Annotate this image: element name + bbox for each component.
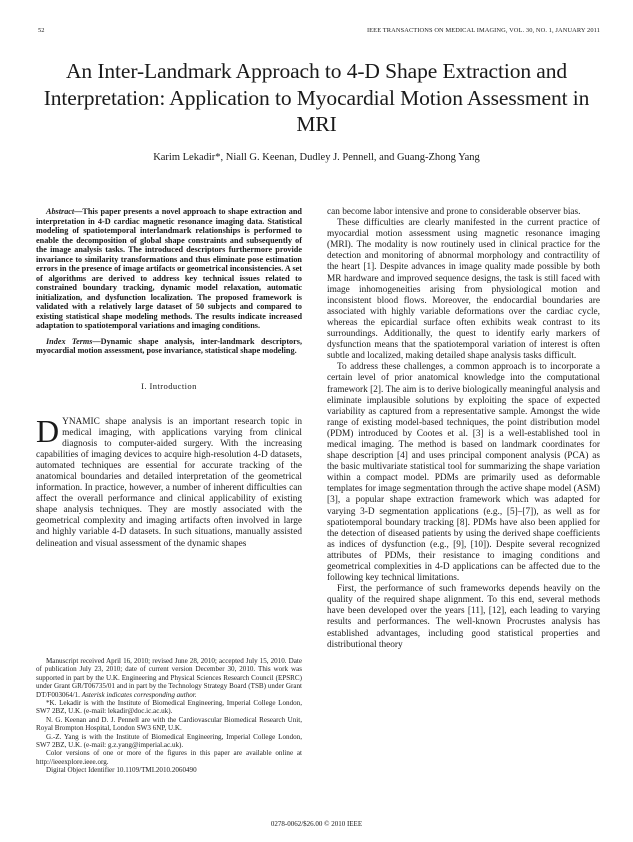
footnote-doi: Digital Object Identifier 10.1109/TMI.2010.2060490: [46, 766, 197, 775]
footnote-keenan: N. G. Keenan and D. J. Pennell are with the Cardiovascular Biomedical Research Unit, Royal Brompton Hospital, London SW3 6NP, U.K.: [36, 715, 302, 733]
page-number: 52: [38, 27, 45, 34]
left-column: [36, 207, 302, 550]
footnote-lekadir: *K. Lekadir is with the Institute of Biomedical Engineering, Imperial College London, SW7 2BZ, U.K. (e-mail: lekadir@doc.ic.ac.uk).: [36, 699, 302, 716]
abstract-label: Abstract—: [46, 207, 83, 216]
abstract-text: This paper presents a novel approach to shape extraction and interpretation in 4-D cardiac magnetic resonance imaging data. Statistical modeling of spatiotemporal interlandmark relationships is performed to enable the decomposition of global shape constraints and subsequently of the image analysis tasks. The introduced descriptors furthermore provide invariance to similarity transformations and thus eliminate pose estimation errors in the presence of image artifacts or geometrical inconsistencies. A set of algorithms are derived to address key technical issues related to constrained boundary tracking, dynamic model relaxation, automatic initialization, and dysfunction localization. The proposed framework is validated with a relatively large dataset of 50 subjects and compared to existing statistical shape modeling methods. The results indicate increased adaptation to spatiotemporal variations and imaging conditions.: [36, 207, 302, 330]
right-paragraph-3: First, the performance of such frameworks depends heavily on the quality of the required shape alignment. To this end, several methods have been developed over the years [11], [12], each leading to varying results and performances. The well-known Procrustes analysis has established advantages, including good statistical properties and distributional theory: [327, 584, 600, 650]
footnote-color: Color versions of one or more of the figures in this paper are available online at http://ieeexplore.ieee.org.: [36, 749, 302, 766]
index-terms-label: Index Terms—: [46, 336, 101, 346]
author-list: Karim Lekadir*, Niall G. Keenan, Dudley J. Pennell, and Guang-Zhong Yang: [153, 152, 480, 163]
footnote-manuscript: [36, 657, 302, 699]
copyright-line: 0278-0062/$26.00 © 2010 IEEE: [270, 820, 363, 828]
footnote-asterisk: Asterisk indicates corresponding author.: [81, 690, 197, 699]
paper-title: An Inter-Landmark Approach to 4-D Shape Extraction and Interpretation: Application to Myocardial Motion Assessment in MRI: [43, 59, 590, 136]
right-column: [327, 207, 600, 651]
footnotes: [36, 657, 302, 775]
right-paragraph-1: These difficulties are clearly manifested in the current practice of myocardial motion assessment using magnetic resonance imaging (MRI). The modality is now routinely used in clinical practice for the detection and monitoring of abnormal morphology and contractility of the heart [1]. Despite advances in image quality made possible by both MR hardware and improved sequence designs, the task is still faced with image inhomogeneities arising from physiological motion and inconsistent blood flows. Moreover, the endocardial boundaries are associated with highly variable deformations over the cardiac cycle, whereas the epicardial surface often exhibits weak contrast to its surroundings. Additionally, the quest to identify early markers of dysfunction means that the spatiotemporal variation of interest is often subtle and localized, making detailed shape analysis tasks difficult.: [327, 218, 600, 362]
right-paragraph-2: To address these challenges, a common approach is to incorporate a certain level of prior anatomical knowledge into the computational framework [2]. The aim is to derive biologically meaningful analysis and eliminate implausible solutions by exploiting the space of expected variability as captured from a representative sample. Amongst the wide range of existing model-based techniques, the point distribution model (PDM) introduced by Cootes et al. [3] is a well-established tool in medical imaging. The method is based on landmark coordinates for shape description [4] and uses principal component analysis (PCA) as the basic multivariate statistical tool for summarizing the shape variation within a compact model. PDMs are primarily used as deformable templates for image segmentation through the active shape model (ASM) [3], a popular shape extraction framework which was adapted for varying 3-D segmentation applications (e.g., [5]–[7]), as well as for spatiotemporal boundary tracking [8]. PDMs have also been applied for the detection of diseased patients by using the derived shape coefficients as indices of dysfunction (e.g., [9], [10]). Despite several recognized attributes of PDMs, their resistance to imaging conditions and geometrical complexities in 4-D applications can be affected due to the following key technical limitations.: [327, 362, 600, 584]
running-head: [38, 27, 600, 39]
footnote-manuscript-text: Manuscript received April 16, 2010; revised June 28, 2010; accepted July 15, 2010. Date of publication July 23, 2010; date of current version December 30, 2010. This work was supported in part by the U.K. Engineering and Physical Sciences Research Council (EPSRC) under Grant GR/T06735/01 and in part by the Technology Strategy Board (TSB) under Grant DT/F003064/1.: [36, 657, 302, 699]
footnote-yang: G.-Z. Yang is with the Institute of Biomedical Engineering, Imperial College London, SW7 2BZ, U.K. (e-mail: g.z.yang@imperial.ac.uk).: [36, 732, 302, 750]
intro-text: YNAMIC shape analysis is an important research topic in medical imaging, with applications varying from clinical diagnosis to computer-aided surgery. With the increasing capabilities of imaging devices to acquire high-resolution 4-D datasets, automated techniques are essential for accurate tracking of the anatomical boundaries and detailed interpretation of the geometrical information. In practice, however, a number of inherent difficulties can affect the overall performance and clinical applicability of existing shape analysis techniques. They are mostly associated with the geometrical complexity and imaging artifacts often involved in large and highly variable 4-D datasets. In such situations, manually assisted delineation and visual assessment of the dynamic shapes: [36, 416, 302, 549]
index-terms: [36, 337, 302, 356]
section-heading: I. Introduction: [141, 380, 197, 391]
right-paragraph-0: can become labor intensive and prone to considerable observer bias.: [327, 207, 581, 217]
journal-header: IEEE TRANSACTIONS ON MEDICAL IMAGING, VOL. 30, NO. 1, JANUARY 2011: [366, 27, 600, 34]
intro-paragraph: [36, 412, 302, 550]
drop-cap: D: [36, 412, 60, 449]
index-terms-text: Dynamic shape analysis, inter-landmark descriptors, myocardial motion assessment, pose invariance, statistical shape modeling.: [36, 336, 303, 355]
abstract: [36, 207, 302, 331]
